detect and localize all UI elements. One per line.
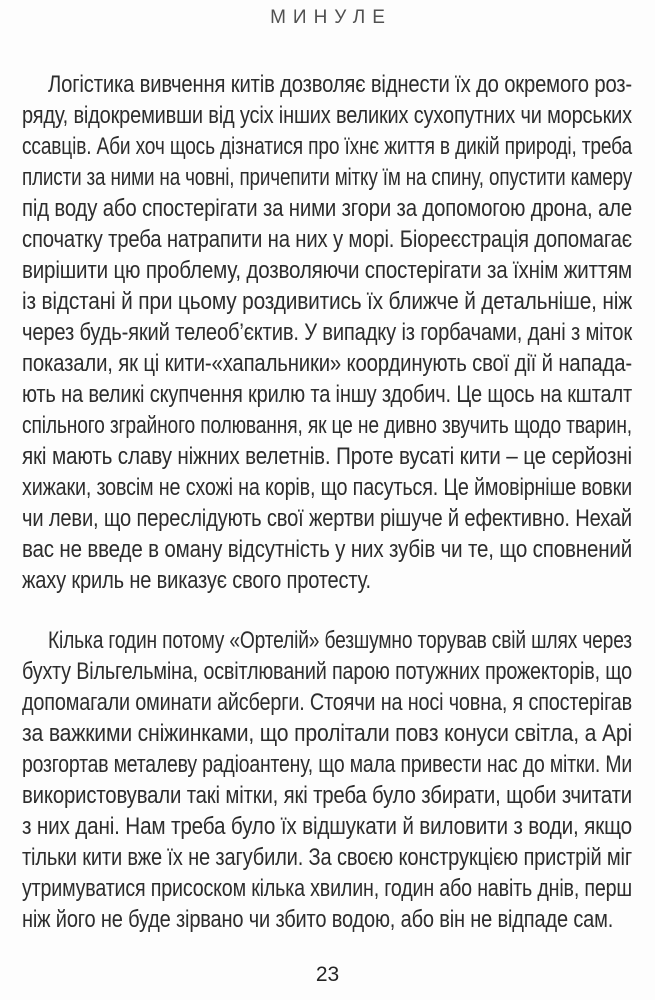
text-line: які мають славу ніжних велетнів. Проте вусаті кити – це серйозні: [22, 443, 632, 470]
text-line: вас не введе в оману відсутність у них зубів чи те, що сповнений: [22, 536, 633, 563]
paragraph: [22, 69, 632, 596]
text-line: хижаки, зовсім не схожі на корів, що пасуться. Це ймовірніше вовки: [22, 474, 633, 501]
text-line: показали, як ці кити-«хапальники» координують свої дії й напада-: [22, 350, 632, 377]
text-line: спільного зграйного полювання, як це не дивно звучить щодо тварин,: [22, 412, 632, 439]
text-line: із відстані й при цьому роздивитись їх ближче й детальніше, ніж: [22, 288, 633, 315]
text-line: чи леви, що переслідують свої жертви рішуче й ефективно. Нехай: [22, 505, 632, 532]
text-line: утримуватися присоском кілька хвилин, годин або навіть днів, перш: [22, 875, 633, 902]
text-block: [22, 69, 632, 935]
text-line: бухту Вільгельміна, освітлюваний парою потужних прожекторів, що: [22, 658, 633, 685]
text-line: використовували такі мітки, які треба було збирати, щоби зчитати: [22, 782, 633, 809]
text-line: під воду або спостерігати за ними згори за допомогою дрона, але: [22, 195, 633, 222]
text-line: допомагали оминати айсберги. Стоячи на носі човна, я спостерігав: [22, 689, 632, 716]
text-line: плисти за ними на човні, причепити мітку їм на спину, опустити камеру: [22, 164, 633, 191]
text-line: Кілька годин потому «Ортелій» безшумно торував свій шлях через: [48, 627, 632, 654]
text-line: розгортав металеву радіоантену, що мала привести нас до мітки. Ми: [22, 751, 633, 778]
text-line: ссавців. Аби хоч щось дізнатися про їхнє життя в дикій природі, треба: [22, 133, 632, 160]
text-line: ніж його не буде зірвано чи збито водою, або він не відпаде сам.: [22, 906, 614, 933]
text-line: через будь-який телеоб’єктив. У випадку із горбачами, дані з міток: [22, 319, 632, 346]
text-line: ряду, відокремивши від усіх інших великих сухопутних чи морських: [22, 102, 633, 129]
text-line: з них дані. Нам треба було їх відшукати й виловити з води, якщо: [22, 813, 633, 840]
running-header: МИНУЛЕ: [270, 7, 392, 28]
text-line: жаху криль не виказує свого протесту.: [22, 567, 371, 594]
text-line: за важкими сніжинками, що пролітали повз конуси світла, а Арі: [22, 720, 633, 747]
text-line: Логістика вивчення китів дозволяє віднести їх до окремого роз-: [48, 71, 633, 98]
text-line: вирішити цю проблему, дозволяючи спостерігати за їхнім життям: [22, 257, 633, 284]
text-line: спочатку треба натрапити на них у морі. Біореєстрація допомагає: [22, 226, 632, 253]
text-line: тільки кити вже їх не загубили. За своєю конструкцією пристрій міг: [22, 844, 633, 871]
text-line: ють на великі скупчення крилю та іншу здобич. Це щось на кшталт: [22, 381, 633, 408]
page-number: 23: [315, 963, 340, 986]
paragraph: [22, 625, 632, 935]
